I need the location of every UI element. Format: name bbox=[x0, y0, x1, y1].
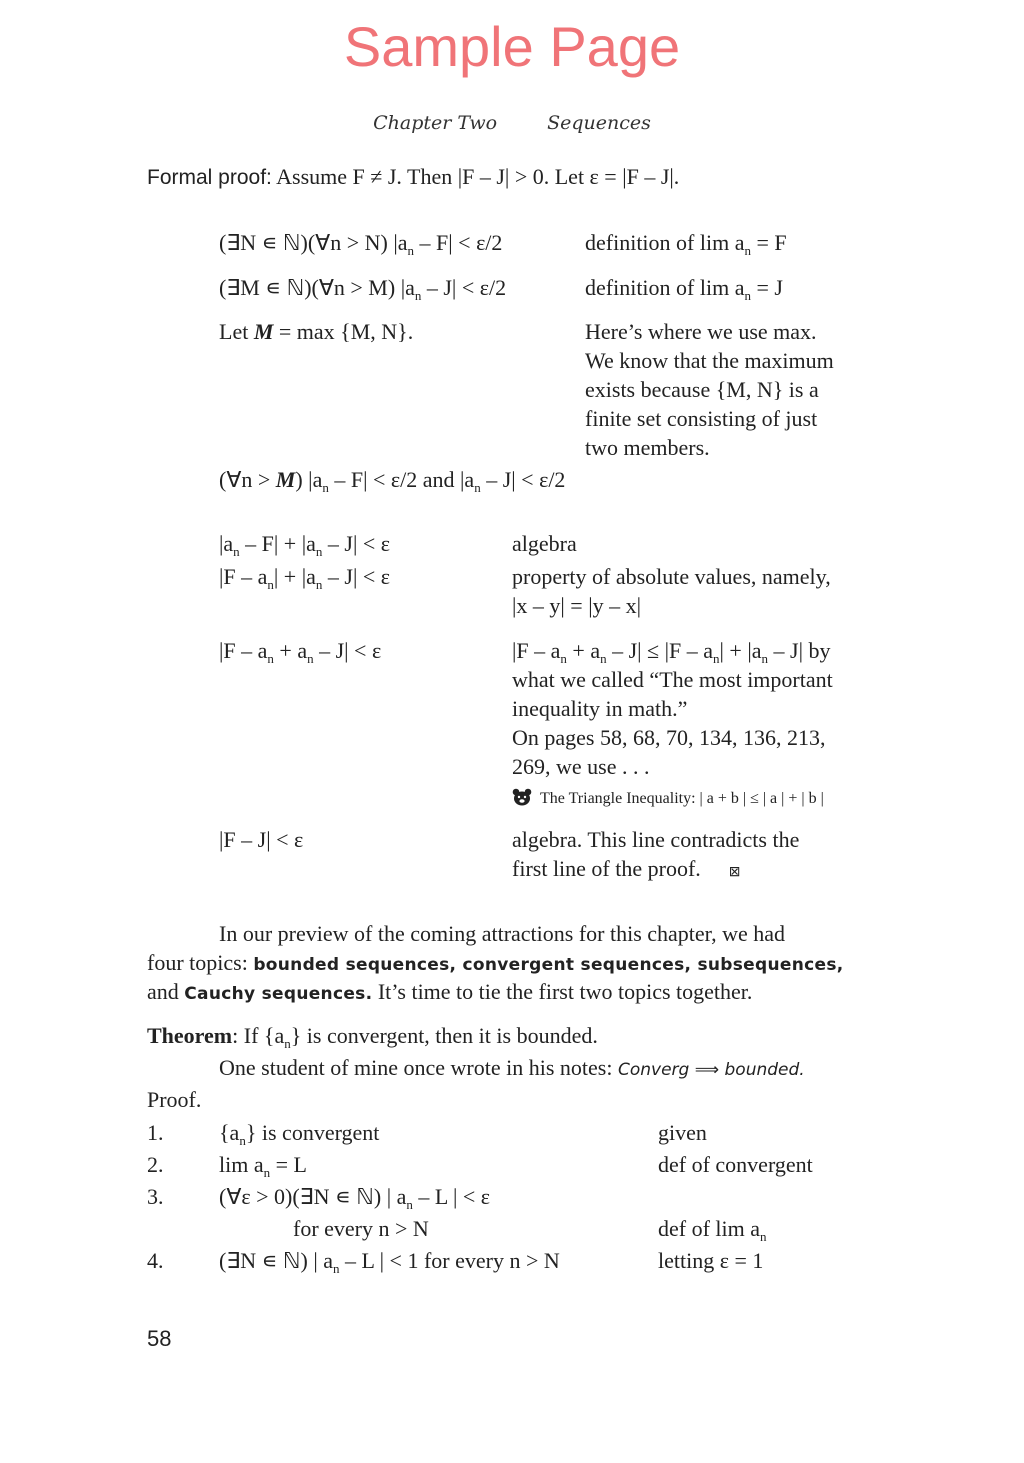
formal-proof-label: Formal proof: bbox=[147, 166, 272, 189]
subscript: n bbox=[333, 1261, 340, 1276]
expr: – J| < ε/2 bbox=[421, 275, 507, 300]
script-m: M bbox=[275, 467, 296, 492]
expr: ) |a bbox=[295, 467, 323, 492]
proof-line-2 bbox=[219, 275, 506, 301]
subscript: n bbox=[744, 288, 751, 303]
topic-list: bounded sequences, convergent sequences, subsequences, bbox=[253, 955, 844, 975]
triangle-inequality-text: The Triangle Inequality: | a + b | ≤ | a | + | b | bbox=[540, 790, 824, 807]
step-number: 3. bbox=[147, 1184, 164, 1209]
reason: = F bbox=[750, 230, 787, 255]
expr: Let bbox=[219, 319, 254, 344]
step-number: 4. bbox=[147, 1248, 164, 1273]
reason: def of lim a bbox=[658, 1216, 761, 1241]
paragraph-line-3 bbox=[147, 979, 752, 1005]
proof-line-3 bbox=[219, 319, 413, 345]
proof-line-5 bbox=[219, 531, 390, 557]
proof-reason-7-5: 269, we use . . . bbox=[512, 754, 650, 779]
step-number: 2. bbox=[147, 1152, 164, 1177]
proof-reason-8-1: algebra. This line contradicts the bbox=[512, 827, 800, 852]
expr: – F| + |a bbox=[239, 531, 316, 556]
subscript: n bbox=[406, 1197, 413, 1212]
subscript: n bbox=[407, 243, 415, 258]
step-expression bbox=[219, 1184, 490, 1210]
subscript: n bbox=[307, 651, 314, 666]
proof-reason-3-2: We know that the maximum bbox=[585, 348, 834, 373]
subscript: n bbox=[744, 243, 751, 258]
expr: (∃N ∊ ℕ)(∀n > N) |a bbox=[219, 230, 408, 255]
reason: definition of lim a bbox=[585, 275, 745, 300]
formal-proof-line bbox=[147, 164, 679, 190]
expr: | + |a bbox=[719, 638, 762, 663]
proof-line-6 bbox=[219, 564, 390, 590]
step-expression bbox=[219, 1152, 307, 1178]
proof-reason-3-1: Here’s where we use max. bbox=[585, 319, 817, 344]
subscript: n bbox=[233, 544, 240, 559]
expr: – J| < ε bbox=[313, 638, 382, 663]
step-reason: def of convergent bbox=[658, 1152, 813, 1177]
expr: – J| < ε/2 bbox=[480, 467, 566, 492]
subscript: n bbox=[713, 651, 720, 666]
triangle-inequality-note bbox=[512, 788, 824, 808]
text: One student of mine once wrote in his notes: bbox=[219, 1055, 618, 1080]
proof-reason-8-2 bbox=[512, 856, 741, 882]
formal-proof-text: Assume F ≠ J. Then |F – J| > 0. Let ε = |F – J|. bbox=[271, 164, 680, 189]
subscript: n bbox=[760, 1229, 767, 1244]
expr: {a bbox=[219, 1120, 240, 1145]
subscript: n bbox=[315, 544, 323, 559]
step-reason: letting ε = 1 bbox=[658, 1248, 764, 1273]
expr: (∀n > bbox=[219, 467, 276, 492]
expr: + a bbox=[273, 638, 308, 663]
bear-icon bbox=[512, 788, 532, 806]
subscript: n bbox=[414, 288, 422, 303]
proof-reason-7-2: what we called “The most important bbox=[512, 667, 833, 692]
proof-reason-2 bbox=[585, 275, 783, 301]
text: } is convergent, then it is bounded. bbox=[290, 1023, 598, 1048]
text: and bbox=[147, 979, 185, 1004]
expr: (∀ε > 0)(∃N ∊ ℕ) | a bbox=[219, 1184, 407, 1209]
subscript: n bbox=[600, 651, 607, 666]
theorem-label: Theorem bbox=[147, 1023, 233, 1048]
section-label: Sequences bbox=[547, 112, 651, 134]
expr: | + |a bbox=[273, 564, 316, 589]
paragraph-line-2 bbox=[147, 950, 844, 976]
text: It’s time to tie the first two topics together. bbox=[372, 979, 753, 1004]
proof-heading: Proof. bbox=[147, 1087, 202, 1112]
expr: – J| < ε bbox=[322, 564, 391, 589]
subscript: n bbox=[284, 1036, 291, 1051]
subscript: n bbox=[322, 480, 329, 495]
subscript: n bbox=[315, 577, 323, 592]
topic-list: Cauchy sequences. bbox=[184, 984, 373, 1004]
expr: } is convergent bbox=[245, 1120, 380, 1145]
step-reason bbox=[658, 1216, 767, 1242]
expr: lim a bbox=[219, 1152, 264, 1177]
subscript: n bbox=[761, 651, 769, 666]
proof-reason-5: algebra bbox=[512, 531, 577, 556]
expr: – L | < ε bbox=[412, 1184, 491, 1209]
expr: = L bbox=[270, 1152, 307, 1177]
step-number: 1. bbox=[147, 1120, 164, 1145]
expr: |F – a bbox=[219, 564, 268, 589]
reason: = J bbox=[750, 275, 783, 300]
proof-reason-1 bbox=[585, 230, 787, 256]
text: four topics: bbox=[147, 950, 254, 975]
expr: (∃M ∊ ℕ)(∀n > M) |a bbox=[219, 275, 415, 300]
expr: – F| < ε/2 bbox=[414, 230, 503, 255]
proof-line-4 bbox=[219, 467, 565, 493]
proof-reason-7-4: On pages 58, 68, 70, 134, 136, 213, bbox=[512, 725, 826, 750]
step-expression bbox=[219, 1248, 560, 1274]
expr: |F – a bbox=[219, 638, 268, 663]
paragraph-line-1: In our preview of the coming attractions for this chapter, we had bbox=[219, 921, 786, 946]
step-expression bbox=[219, 1120, 379, 1146]
watermark: Sample Page bbox=[343, 15, 681, 78]
expr: (∃N ∊ ℕ) | a bbox=[219, 1248, 334, 1273]
qed-box-icon: ⊠ bbox=[728, 865, 741, 880]
page-number: 58 bbox=[147, 1326, 172, 1351]
chapter-label: Chapter Two bbox=[373, 112, 498, 134]
script-m: M bbox=[253, 319, 274, 344]
proof-reason-6-1: property of absolute values, namely, bbox=[512, 564, 831, 589]
theorem-line bbox=[147, 1023, 598, 1049]
expr: first line of the proof. bbox=[512, 856, 701, 881]
expr: |F – a bbox=[512, 638, 561, 663]
subscript: n bbox=[267, 577, 274, 592]
proof-reason-3-3: exists because {M, N} is a bbox=[585, 377, 819, 402]
subscript: n bbox=[267, 651, 274, 666]
subscript: n bbox=[263, 1165, 271, 1180]
subscript: n bbox=[560, 651, 567, 666]
expr: – J| < ε bbox=[322, 531, 391, 556]
proof-line-8: |F – J| < ε bbox=[219, 827, 304, 852]
proof-line-1 bbox=[219, 230, 502, 256]
subscript: n bbox=[239, 1133, 246, 1148]
step-continuation: for every n > N bbox=[293, 1216, 429, 1241]
proof-reason-3-5: two members. bbox=[585, 435, 710, 460]
expr: |a bbox=[219, 531, 234, 556]
proof-reason-6-2: |x – y| = |y – x| bbox=[512, 593, 642, 618]
subscript: n bbox=[474, 480, 481, 495]
proof-line-7 bbox=[219, 638, 381, 664]
expr: = max {M, N}. bbox=[273, 319, 414, 344]
handwritten-note: Converg ⟹ bounded. bbox=[617, 1060, 805, 1080]
running-header bbox=[0, 112, 1024, 134]
expr: + a bbox=[566, 638, 601, 663]
step-reason: given bbox=[658, 1120, 707, 1145]
student-note-line bbox=[219, 1055, 805, 1081]
expr: – L | < 1 for every n > N bbox=[339, 1248, 560, 1273]
expr: – F| < ε/2 and |a bbox=[328, 467, 475, 492]
expr: – J| by bbox=[768, 638, 831, 663]
text: : If {a bbox=[232, 1023, 285, 1048]
proof-reason-7-3: inequality in math.” bbox=[512, 696, 688, 721]
proof-reason-3-4: finite set consisting of just bbox=[585, 406, 818, 431]
expr: – J| ≤ |F – a bbox=[606, 638, 714, 663]
reason: definition of lim a bbox=[585, 230, 745, 255]
proof-reason-7-1 bbox=[512, 638, 830, 664]
